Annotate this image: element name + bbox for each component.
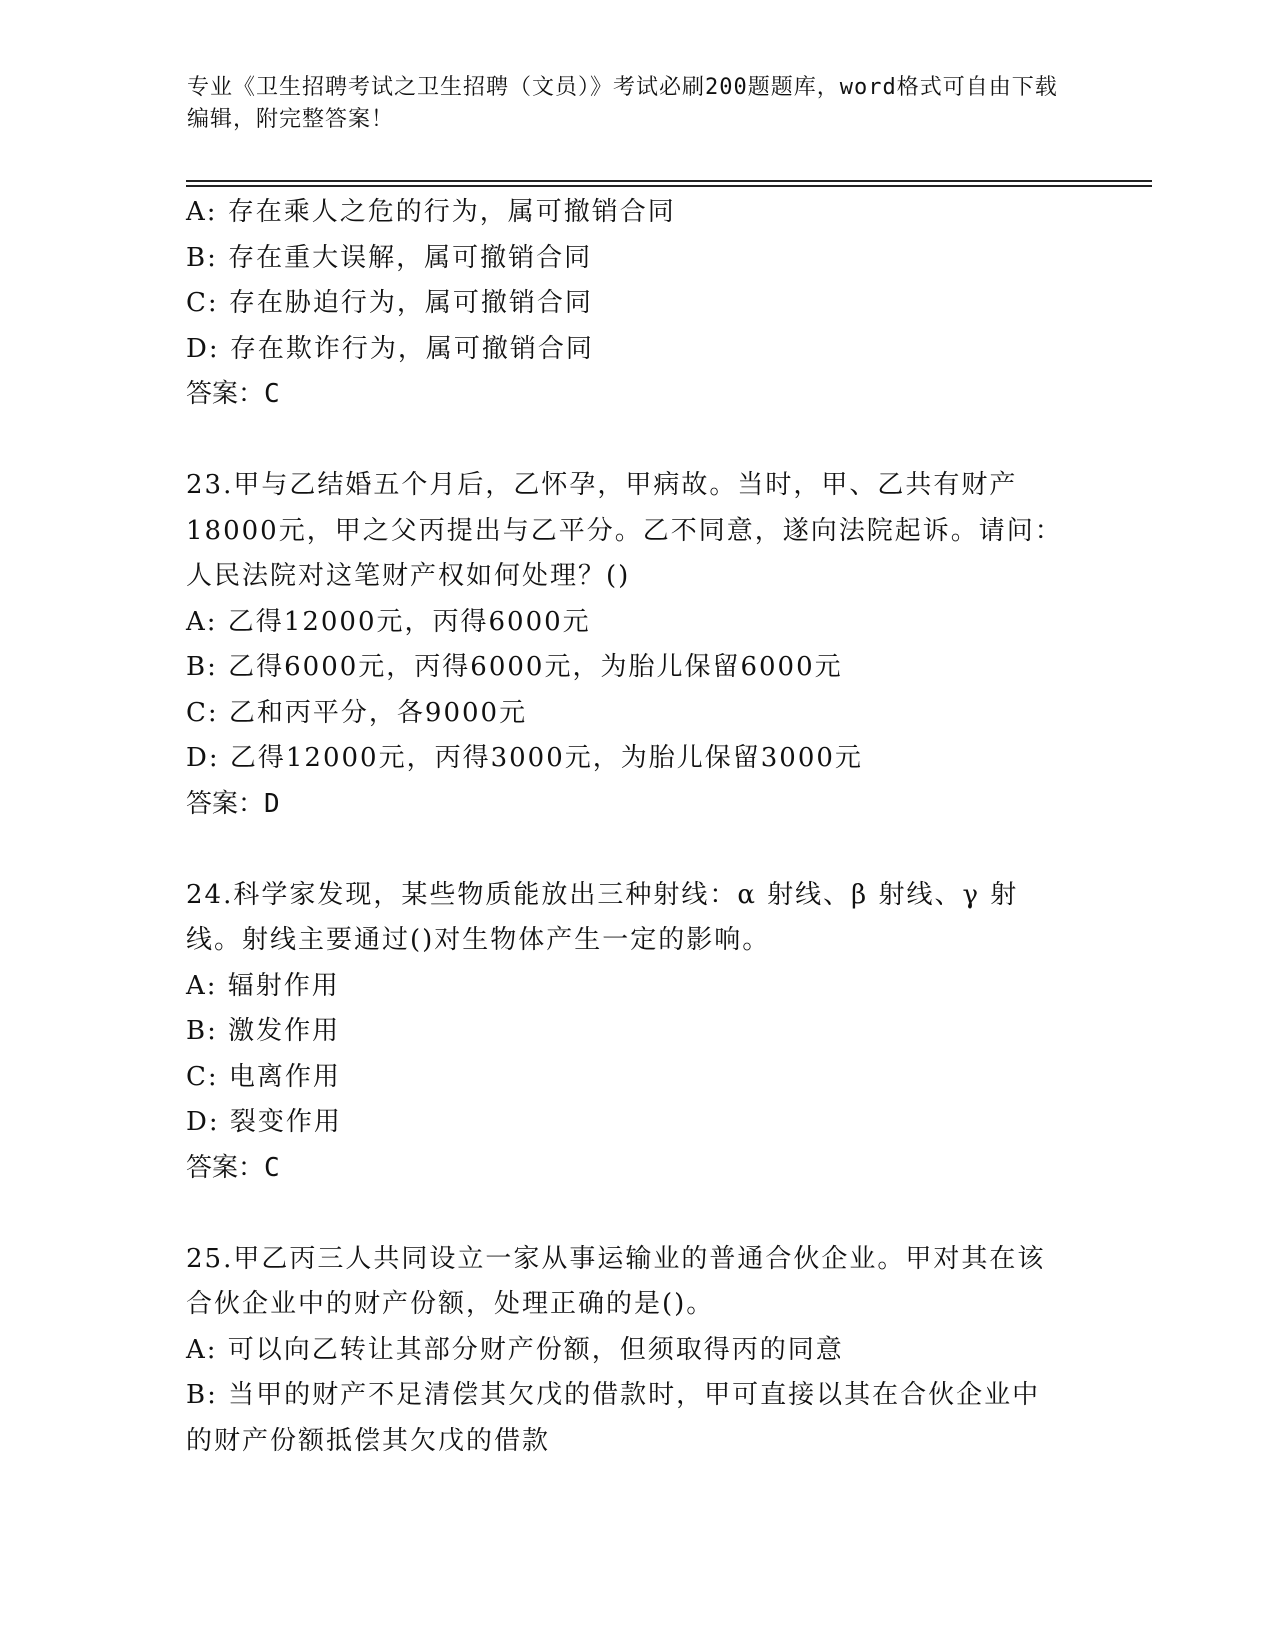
answer-line: 答案：D bbox=[186, 788, 280, 819]
document-header-text: 专业《卫生招聘考试之卫生招聘（文员）》考试必刷200题题库，word格式可自由下载编辑，附完整答案！ bbox=[187, 75, 1058, 132]
question-24 bbox=[186, 873, 1086, 1192]
option-a: A: 乙得12000元，丙得6000元 bbox=[186, 606, 591, 637]
option-b: B: 存在重大误解，属可撤销合同 bbox=[186, 242, 593, 273]
question-stem-line: 18000元，甲之父丙提出与乙平分。乙不同意，遂向法院起诉。请问： bbox=[186, 515, 1063, 546]
option-a: A: 存在乘人之危的行为，属可撤销合同 bbox=[186, 197, 676, 227]
answer-line: 答案：C bbox=[186, 379, 280, 409]
question-23 bbox=[186, 463, 1086, 827]
question-stem-line: 人民法院对这笔财产权如何处理？() bbox=[186, 561, 631, 591]
question-22 bbox=[186, 190, 1086, 418]
question-stem-line: 合伙企业中的财产份额，处理正确的是()。 bbox=[186, 1289, 715, 1319]
question-stem-line: 23.甲与乙结婚五个月后，乙怀孕，甲病故。当时，甲、乙共有财产 bbox=[186, 470, 1018, 500]
option-c: C: 电离作用 bbox=[186, 1061, 341, 1092]
option-b-continued: 的财产份额抵偿其欠戊的借款 bbox=[186, 1425, 551, 1456]
option-d: D: 存在欺诈行为，属可撤销合同 bbox=[186, 333, 594, 364]
question-stem-line: 24.科学家发现，某些物质能放出三种射线：α 射线、β 射线、γ 射 bbox=[186, 879, 1019, 910]
option-d: D: 裂变作用 bbox=[186, 1107, 342, 1137]
spacer bbox=[186, 827, 1086, 873]
option-b: B: 当甲的财产不足清偿其欠戊的借款时，甲可直接以其在合伙企业中 bbox=[186, 1380, 1041, 1410]
spacer bbox=[186, 418, 1086, 464]
option-b: B: 激发作用 bbox=[186, 1016, 341, 1046]
option-c: C: 存在胁迫行为，属可撤销合同 bbox=[186, 288, 593, 318]
option-a: A: 辐射作用 bbox=[186, 970, 340, 1001]
header-divider-bottom bbox=[186, 185, 1152, 187]
option-d: D: 乙得12000元，丙得3000元，为胎儿保留3000元 bbox=[186, 743, 863, 773]
header-divider-top bbox=[186, 180, 1152, 182]
option-a: A: 可以向乙转让其部分财产份额，但须取得丙的同意 bbox=[186, 1334, 844, 1365]
option-c: C: 乙和丙平分，各9000元 bbox=[186, 697, 528, 728]
answer-line: 答案：C bbox=[186, 1152, 280, 1183]
question-list bbox=[186, 190, 1086, 1464]
question-25 bbox=[186, 1237, 1086, 1465]
question-stem-line: 25.甲乙丙三人共同设立一家从事运输业的普通合伙企业。甲对其在该 bbox=[186, 1243, 1046, 1274]
option-b: B: 乙得6000元，丙得6000元，为胎儿保留6000元 bbox=[186, 652, 843, 682]
question-stem-line: 线。射线主要通过()对生物体产生一定的影响。 bbox=[186, 925, 771, 955]
spacer bbox=[186, 1191, 1086, 1237]
